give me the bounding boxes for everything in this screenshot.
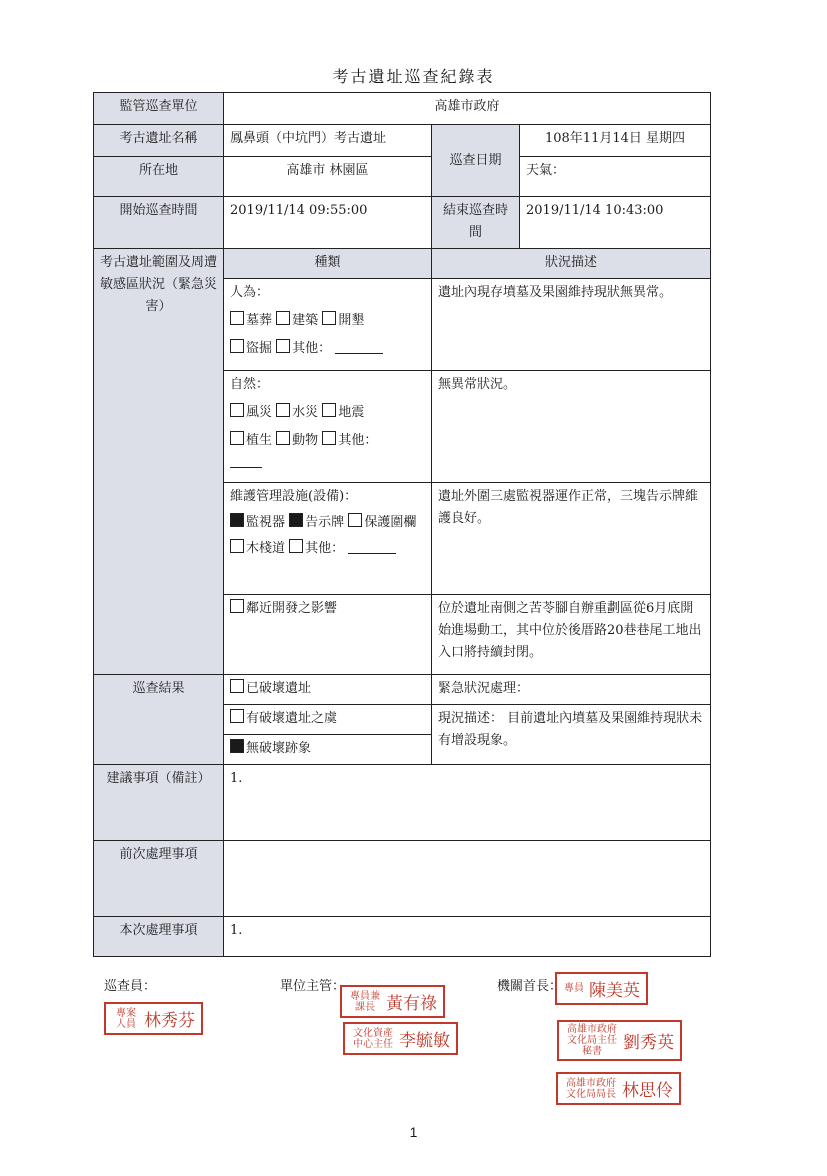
suggest-value: 1. bbox=[224, 765, 711, 841]
checkbox-human-other[interactable] bbox=[276, 339, 290, 353]
result-opt-1 bbox=[224, 675, 432, 705]
opt-fence: 保護圍欄 bbox=[364, 515, 417, 530]
checkbox-wind[interactable] bbox=[230, 403, 244, 417]
opt-risk: 有破壞遺址之虞 bbox=[246, 711, 338, 726]
result-label: 巡查結果 bbox=[94, 675, 224, 765]
weather-field: 天氣： bbox=[520, 157, 711, 197]
opt-building: 建築 bbox=[292, 313, 319, 328]
checkbox-facility-other[interactable] bbox=[289, 539, 303, 553]
checkbox-looting[interactable] bbox=[230, 339, 244, 353]
checkbox-building[interactable] bbox=[276, 311, 290, 325]
nearby-desc: 位於遺址南側之苦苓腳自辦重劃區從6月底開始進場動工，其中位於後厝路20巷巷尾工地出入口將持續封閉。 bbox=[432, 595, 711, 675]
start-time-label: 開始巡查時間 bbox=[94, 197, 224, 249]
opt-camera: 監視器 bbox=[246, 515, 286, 530]
stamp-chief-secretary: 高雄市政府文化局主任秘書 劉秀英 bbox=[557, 1020, 682, 1061]
checkbox-burial[interactable] bbox=[230, 311, 244, 325]
checkbox-nearby[interactable] bbox=[230, 599, 244, 613]
head-label: 機關首長： bbox=[497, 979, 563, 994]
form-title: 考古遺址巡查紀錄表 bbox=[332, 67, 495, 86]
nature-other-blank[interactable] bbox=[230, 455, 262, 468]
checkbox-animal[interactable] bbox=[276, 431, 290, 445]
location-value: 高雄市 林園區 bbox=[224, 157, 432, 197]
opt-boardwalk: 木棧道 bbox=[246, 541, 286, 556]
checkbox-risk[interactable] bbox=[230, 709, 244, 723]
checkbox-sign[interactable] bbox=[289, 513, 303, 527]
end-time-value: 2019/11/14 10:43:00 bbox=[520, 197, 711, 249]
opt-facility-other: 其他： bbox=[305, 541, 345, 556]
opt-animal: 動物 bbox=[292, 433, 319, 448]
location-label: 所在地 bbox=[94, 157, 224, 197]
nature-title: 自然： bbox=[230, 377, 270, 392]
unit-label: 監管巡查單位 bbox=[94, 93, 224, 125]
supervisor-label: 單位主管： bbox=[280, 979, 346, 994]
checkbox-fence[interactable] bbox=[348, 513, 362, 527]
unit-value: 高雄市政府 bbox=[224, 93, 711, 125]
facility-desc: 遺址外圍三處監視器運作正常，三塊告示牌維護良好。 bbox=[432, 483, 711, 595]
facility-title: 維護管理設施(設備)： bbox=[230, 489, 358, 504]
opt-looting: 盜掘 bbox=[246, 341, 273, 356]
patrol-date-value: 108年11月14日 星期四 bbox=[520, 125, 711, 157]
stamp-specialist: 專員 陳美英 bbox=[555, 972, 648, 1005]
desc-header: 狀況描述 bbox=[432, 249, 711, 279]
facility-other-blank[interactable] bbox=[348, 541, 396, 554]
opt-flood: 水災 bbox=[292, 405, 319, 420]
checkbox-plant[interactable] bbox=[230, 431, 244, 445]
opt-nearby: 鄰近開發之影響 bbox=[246, 601, 338, 616]
checkbox-destroyed[interactable] bbox=[230, 679, 244, 693]
checkbox-nature-other[interactable] bbox=[322, 431, 336, 445]
suggest-label: 建議事項（備註） bbox=[94, 765, 224, 841]
checkbox-no-damage[interactable] bbox=[230, 739, 244, 753]
previous-value bbox=[224, 841, 711, 917]
checkbox-flood[interactable] bbox=[276, 403, 290, 417]
opt-wind: 風災 bbox=[246, 405, 273, 420]
opt-reclaim: 開墾 bbox=[338, 313, 365, 328]
previous-label: 前次處理事項 bbox=[94, 841, 224, 917]
opt-sign: 告示牌 bbox=[305, 515, 345, 530]
human-desc: 遺址內現存墳墓及果園維持現狀無異常。 bbox=[432, 279, 711, 371]
checkbox-earthquake[interactable] bbox=[322, 403, 336, 417]
stamp-director-general: 高雄市政府文化局局長 林思伶 bbox=[556, 1072, 681, 1105]
checkbox-reclaim[interactable] bbox=[322, 311, 336, 325]
end-time-label: 結束巡查時間 bbox=[432, 197, 520, 249]
type-header: 種類 bbox=[224, 249, 432, 279]
facility-category bbox=[224, 483, 432, 595]
checkbox-camera[interactable] bbox=[230, 513, 244, 527]
page-number: 1 bbox=[409, 1124, 418, 1140]
stamp-inspector: 專案人員 林秀芬 bbox=[104, 1002, 203, 1035]
nearby-category bbox=[224, 595, 432, 675]
inspector-label: 巡查員： bbox=[104, 979, 157, 994]
patrol-record-table bbox=[93, 92, 711, 957]
site-name-value: 鳳鼻頭（中坑門）考古遺址 bbox=[224, 125, 432, 157]
stamp-section-chief: 專員兼課長 黃有祿 bbox=[340, 985, 445, 1018]
human-title: 人為： bbox=[230, 285, 270, 300]
opt-nature-other: 其他： bbox=[338, 433, 378, 448]
nature-category bbox=[224, 371, 432, 483]
opt-burial: 墓葬 bbox=[246, 313, 273, 328]
stamp-center-director: 文化資產中心主任 李毓敏 bbox=[343, 1022, 458, 1055]
current-label: 本次處理事項 bbox=[94, 917, 224, 957]
opt-earthquake: 地震 bbox=[338, 405, 365, 420]
emergency-field: 緊急狀況處理： bbox=[432, 675, 711, 705]
scope-label: 考古遺址範圍及周遭敏感區狀況（緊急災害） bbox=[94, 249, 224, 675]
start-time-value: 2019/11/14 09:55:00 bbox=[224, 197, 432, 249]
site-name-label: 考古遺址名稱 bbox=[94, 125, 224, 157]
opt-plant: 植生 bbox=[246, 433, 273, 448]
checkbox-boardwalk[interactable] bbox=[230, 539, 244, 553]
human-other-blank[interactable] bbox=[335, 341, 383, 354]
opt-no-damage: 無破壞跡象 bbox=[246, 741, 312, 756]
opt-destroyed: 已破壞遺址 bbox=[246, 681, 312, 696]
current-value: 1. bbox=[224, 917, 711, 957]
result-opt-3 bbox=[224, 735, 432, 765]
human-category bbox=[224, 279, 432, 371]
nature-desc: 無異常狀況。 bbox=[432, 371, 711, 483]
current-desc: 現況描述： 目前遺址內墳墓及果園維持現狀未有增設現象。 bbox=[432, 705, 711, 765]
result-opt-2 bbox=[224, 705, 432, 735]
opt-human-other: 其他： bbox=[292, 341, 332, 356]
patrol-date-label: 巡查日期 bbox=[432, 125, 520, 197]
